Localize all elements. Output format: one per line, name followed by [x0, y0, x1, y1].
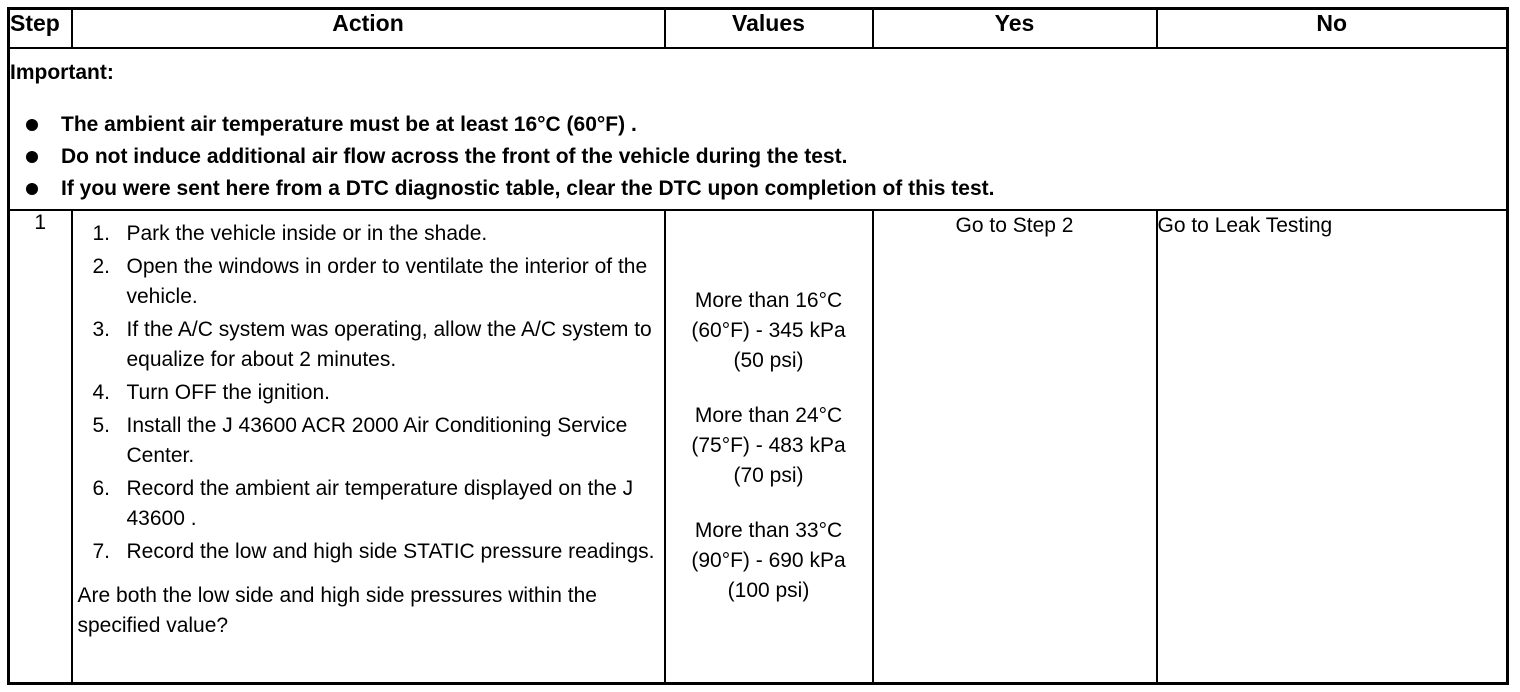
action-step [73, 537, 664, 567]
action-step [73, 252, 664, 312]
important-row [9, 48, 1508, 210]
value-line: (60°F) - 345 kPa [691, 319, 846, 342]
value-group [666, 286, 872, 376]
action-question: Are both the low side and high side pressures within the specified value? [77, 584, 597, 637]
action-step-number: 7. [92, 540, 111, 563]
header-yes: Yes [873, 9, 1157, 49]
value-line: (75°F) - 483 kPa [691, 434, 846, 457]
no-link[interactable]: Go to Leak Testing [1157, 214, 1333, 237]
bullet-icon [26, 151, 38, 163]
action-steps-list [73, 219, 664, 567]
action-step-text: Turn OFF the ignition. [126, 381, 330, 404]
header-step: Step [9, 9, 72, 49]
action-step [73, 219, 664, 249]
bullet-icon [26, 183, 38, 195]
value-line: (70 psi) [733, 464, 804, 487]
action-step [73, 378, 664, 408]
bullet-icon [26, 119, 38, 131]
value-group [666, 401, 872, 491]
yes-link[interactable]: Go to Step 2 [955, 214, 1074, 237]
action-step-number: 4. [92, 381, 111, 404]
action-step-text: Install the J 43600 ACR 2000 Air Conditioning Service Center. [126, 414, 628, 467]
value-line: More than 24°C [694, 404, 843, 427]
value-line: (50 psi) [733, 349, 804, 372]
diagnostic-table [7, 7, 1509, 685]
value-line: More than 16°C [694, 289, 843, 312]
table-row [9, 210, 1508, 684]
values-cell [665, 210, 873, 684]
important-bullet [10, 141, 1506, 173]
action-step-number: 5. [92, 414, 111, 437]
value-line: (90°F) - 690 kPa [691, 549, 846, 572]
action-step-text: Open the windows in order to ventilate the interior of the vehicle. [126, 255, 648, 308]
important-bullet [10, 173, 1506, 205]
yes-cell [873, 210, 1157, 684]
important-bullet-text: If you were sent here from a DTC diagnostic table, clear the DTC upon completion of this test. [61, 177, 995, 200]
value-group [666, 516, 872, 606]
important-list [10, 109, 1506, 205]
no-cell [1157, 210, 1508, 684]
action-step-number: 1. [92, 222, 111, 245]
value-line: (100 psi) [727, 579, 810, 602]
action-step [73, 411, 664, 471]
step-number: 1 [9, 210, 72, 684]
important-cell [9, 48, 1508, 210]
action-step-text: Record the low and high side STATIC pressure readings. [126, 540, 655, 563]
action-step-number: 3. [92, 318, 111, 341]
action-step [73, 315, 664, 375]
header-no: No [1157, 9, 1508, 49]
important-bullet [10, 109, 1506, 141]
action-step-text: Record the ambient air temperature displayed on the J 43600 . [126, 477, 634, 530]
header-values: Values [665, 9, 873, 49]
action-cell [72, 210, 665, 684]
action-step-text: If the A/C system was operating, allow the A/C system to equalize for about 2 minutes. [126, 318, 652, 371]
action-step [73, 474, 664, 534]
action-step-number: 2. [92, 255, 111, 278]
action-step-number: 6. [92, 477, 111, 500]
important-title: Important: [10, 61, 114, 84]
value-line: More than 33°C [694, 519, 843, 542]
important-bullet-text: The ambient air temperature must be at least 16°C (60°F) . [61, 113, 637, 136]
action-step-text: Park the vehicle inside or in the shade. [126, 222, 488, 245]
header-row [9, 9, 1508, 49]
important-bullet-text: Do not induce additional air flow across the front of the vehicle during the test. [61, 145, 848, 168]
header-action: Action [72, 9, 665, 49]
